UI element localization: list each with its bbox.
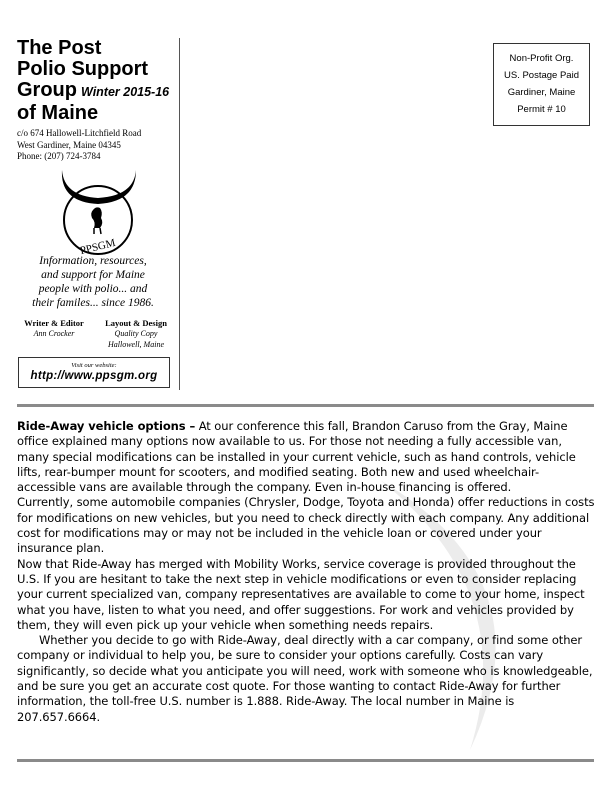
mailing-address [17,128,141,163]
website-box [18,357,170,388]
layout-credit [98,318,174,350]
editor-credit [16,318,92,339]
top-divider [17,404,594,407]
article-heading: Ride-Away vehicle options – [17,419,196,433]
article-paragraph-1-text: At our conference this fall, Brandon Caruso from the Gray, Maine office explained many options now available to us. For those not needing a fully accessible van, many special modifications can be installed in your current vehicle, such as hand controls, vehicle lifts, rear-bumper mount for scooters, and modified seating. Both new and used wheelchair-accessible vans are available through the company. Even in-house financing is offered. [17,419,576,495]
postage-line-1: Non-Profit Org. [509,53,574,64]
article-ride-away [17,419,595,725]
postage-line-4: Permit # 10 [517,104,566,115]
website-caption: Visit our website: [71,362,117,369]
address-line-1: c/o 674 Hallowell-Litchfield Road [17,128,142,138]
phone-number: Phone: (207) 724-3784 [17,151,101,161]
column-divider [179,38,180,390]
layout-role: Layout & Design [105,318,167,328]
postage-indicia [493,43,590,126]
title-line-4: of Maine [17,102,99,124]
tagline-line-3: people with polio... and [38,283,148,295]
title-line-3 [17,80,187,103]
title-line-2: Polio Support [17,58,149,80]
title-line-1: The Post [17,37,102,59]
website-link[interactable]: http://www.ppsgm.org [30,370,158,382]
logo-lettering: PPSGM [78,236,117,258]
ppsgm-logo-icon [50,168,150,268]
layout-location: Hallowell, Maine [108,340,164,349]
layout-company: Quality Copy [114,329,158,338]
tagline-line-2: and support for Maine [41,269,145,281]
address-line-2: West Gardiner, Maine 04345 [17,139,121,150]
bottom-divider [17,759,594,762]
article-paragraph-1 [17,419,595,495]
tagline-line-1: Information, resources, [39,255,147,267]
issue-season: Winter 2015-16 [81,85,170,99]
mission-tagline [14,254,172,310]
article-paragraph-2: Currently, some automobile companies (Chrysler, Dodge, Toyota and Honda) offer reductions in costs for modifications on new vehicles, but you need to check directly with each company. Any additional cost for modifications may or may not be included in the vehicle loan or covered under your insurance plan. [17,495,595,556]
tagline-line-4: their familes... since 1986. [32,297,154,309]
editor-name: Ann Crocker [33,329,75,338]
postage-line-3: Gardiner, Maine [507,87,576,98]
article-paragraph-4: Whether you decide to go with Ride-Away, deal directly with a car company, or find some other company or individual to help you, be sure to consider your options carefully. Costs can vary significantly, so decide what you anticipate you will need, work with someone who is knowledgeable, and be sure you get an accurate cost quote. For those wanting to contact Ride-Away for further information, the toll-free U.S. number is 1.888. Ride-Away. The local number in Maine is 207.657.6664. [17,633,593,724]
article-paragraph-3: Now that Ride-Away has merged with Mobility Works, service coverage is provided throughout the U.S. If you are hesitant to take the next step in vehicle modifications or even to consider replacing your current specialized van, company representatives are available to come to your home, inspect what you have, listen to what you need, and offer suggestions. For work and vehicles provided by them, they will even pick up your vehicle when something needs repairs. [17,556,585,632]
organization-title [17,38,187,124]
editor-role: Writer & Editor [24,318,84,328]
postage-line-2: US. Postage Paid [504,70,579,81]
title-group-word: Group [17,79,77,101]
